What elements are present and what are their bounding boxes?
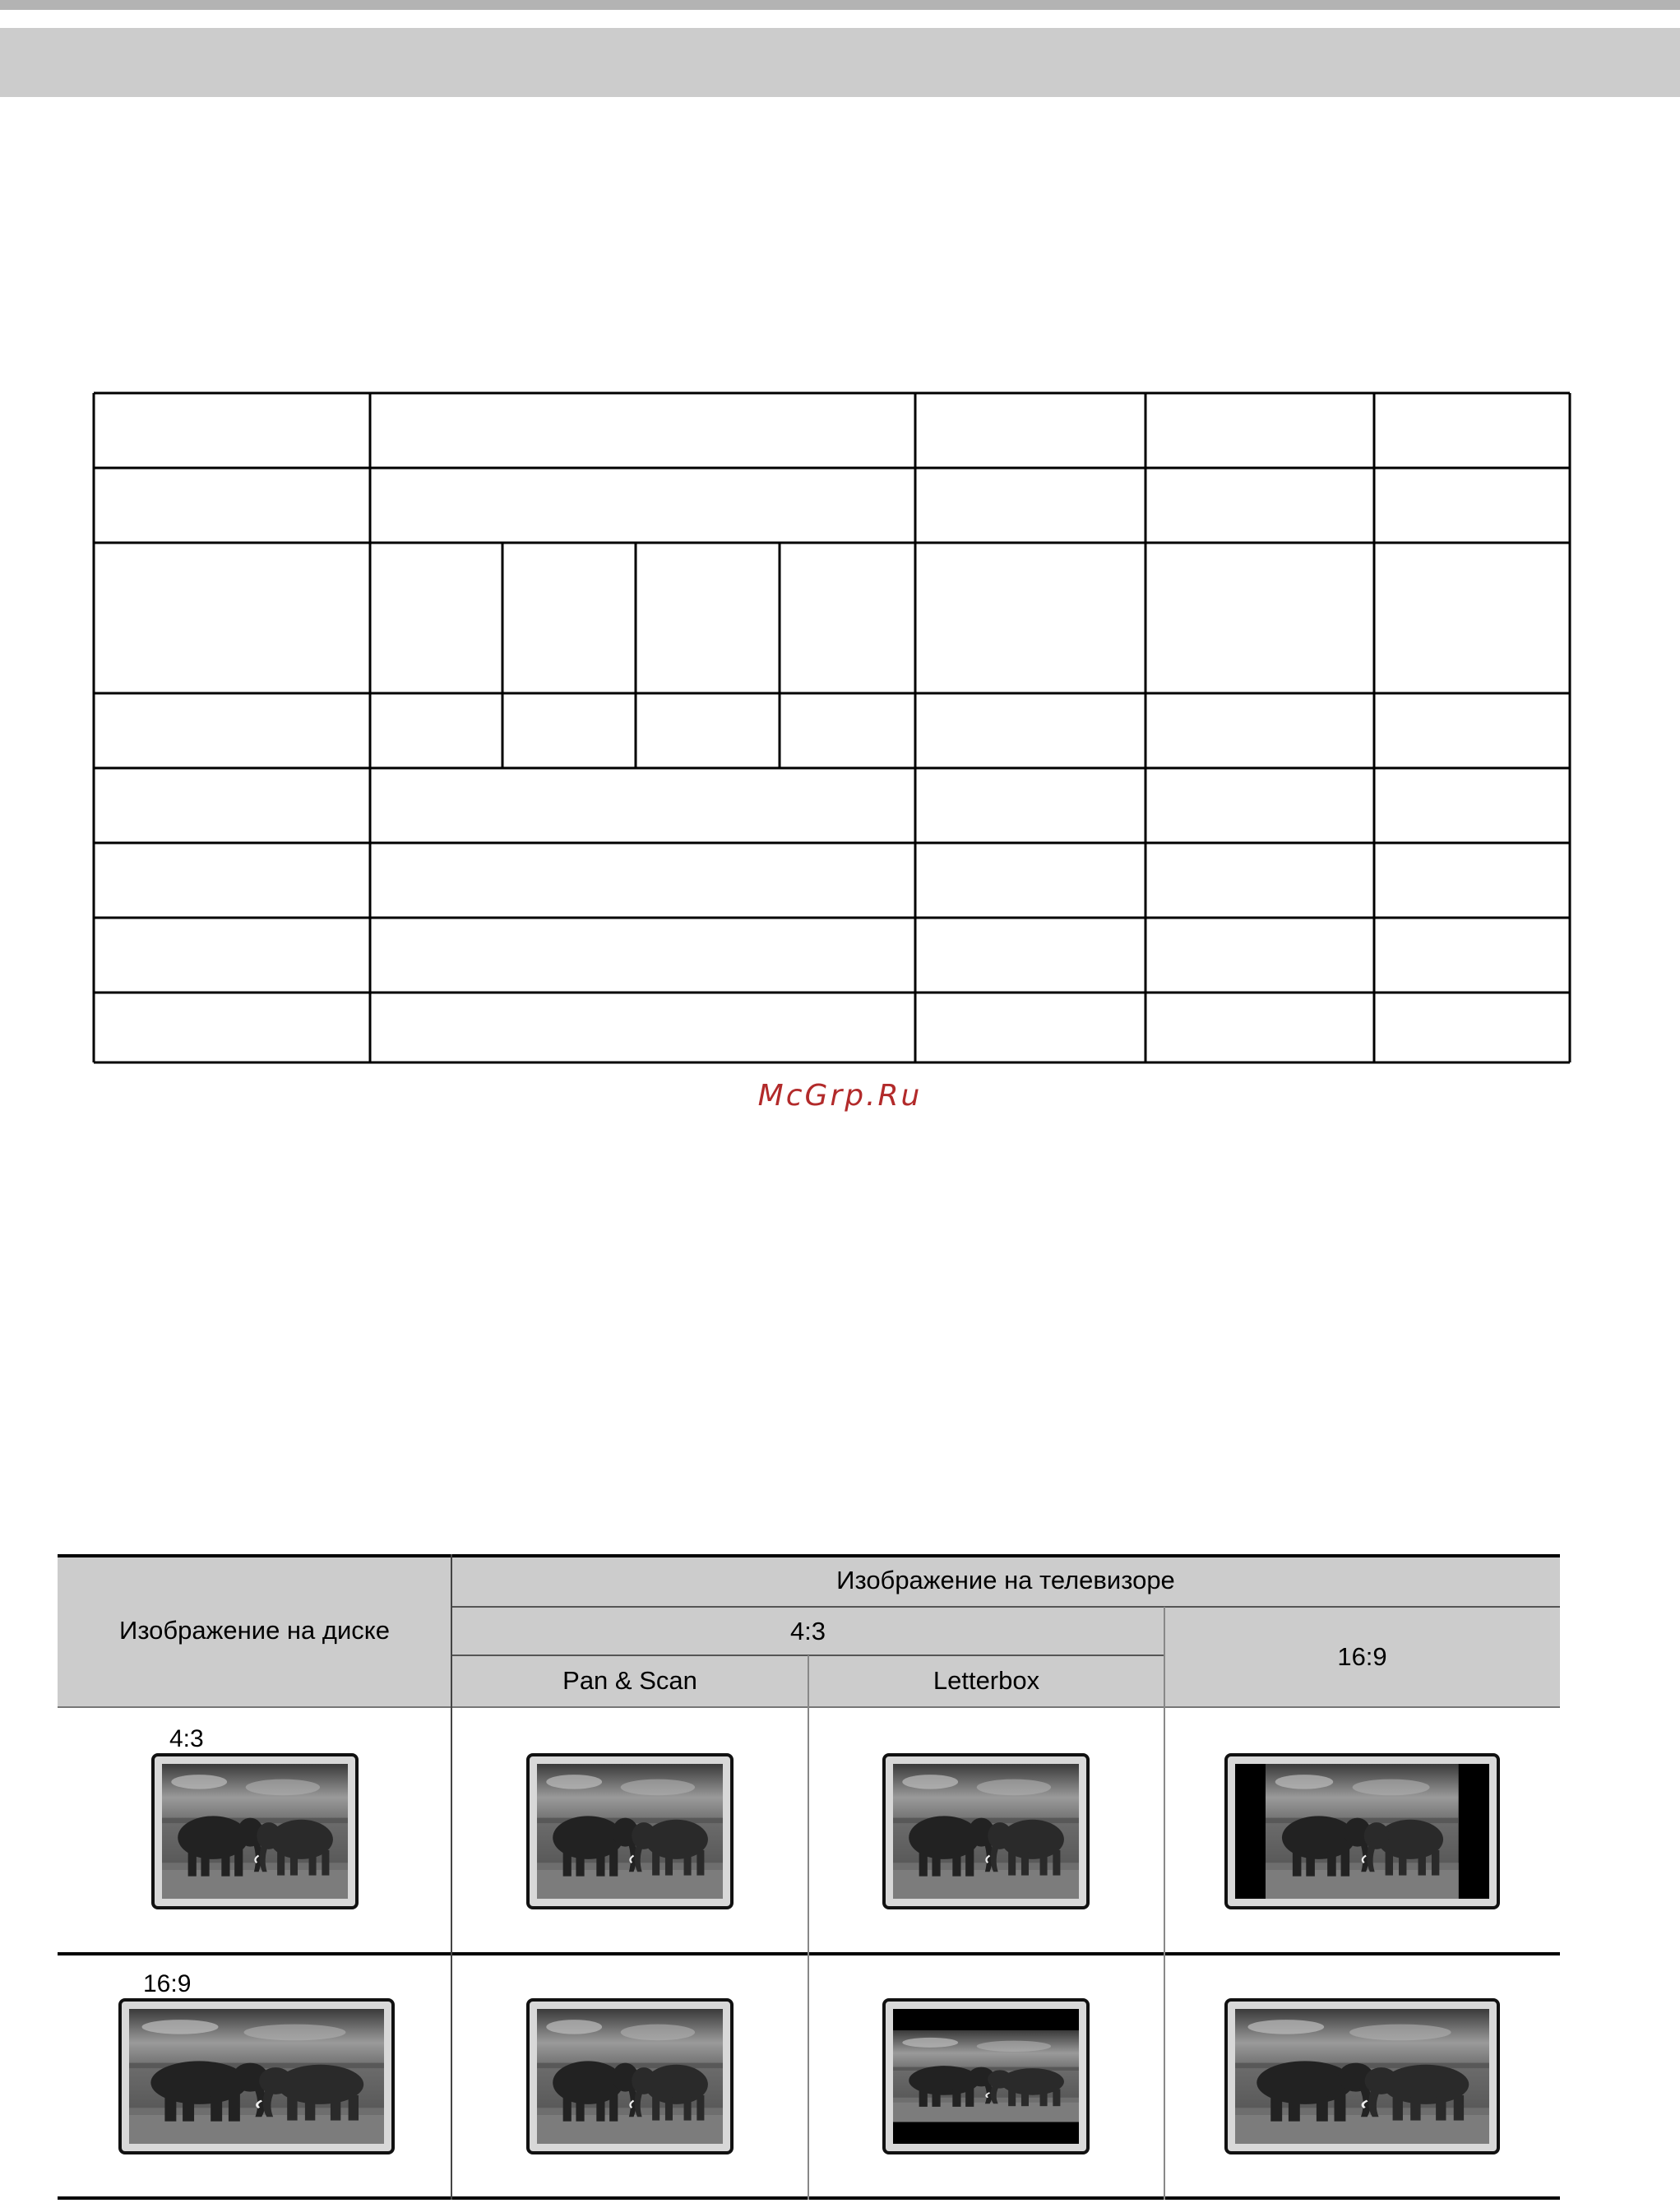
header-pan-scan-label: Pan & Scan: [562, 1666, 697, 1695]
header-pan-scan-cell: [451, 1655, 808, 1706]
header-4-3-label: 4:3: [789, 1616, 826, 1645]
header-disc-label: Изображение на диске: [119, 1615, 390, 1645]
letterbox-4-3-thumbnail: [882, 1753, 1090, 1909]
header-4-3-cell: [451, 1607, 1164, 1655]
letterbox-16-9-thumbnail: [882, 1998, 1090, 2154]
elephants-photo-icon: [893, 2009, 1079, 2144]
disc-4-3-thumbnail: [151, 1753, 359, 1909]
spec-table-grid-lines: [0, 0, 1680, 1085]
rule-under-tv: [451, 1606, 1560, 1608]
table-top-rule: [58, 1554, 1560, 1557]
elephants-photo-icon: [1235, 1764, 1489, 1899]
elephants-photo-icon: [893, 1764, 1079, 1899]
col-divider-3: [1164, 1607, 1165, 2200]
elephants-photo-icon: [537, 2009, 723, 2144]
header-16-9-cell: [1164, 1607, 1560, 1706]
row-label-16-9: 16:9: [143, 1970, 192, 1997]
watermark: McGrp.Ru: [757, 1079, 923, 1113]
header-letterbox-cell: [808, 1655, 1164, 1706]
header-16-9-label: 16:9: [1337, 1641, 1387, 1671]
pan-scan-16-9-thumbnail: [526, 1998, 734, 2154]
wide-16-9-thumbnail: [1224, 1998, 1500, 2154]
header-tv-cell: [451, 1554, 1560, 1607]
header-disc-cell: [58, 1554, 451, 1706]
disc-16-9-thumbnail: [118, 1998, 395, 2154]
elephants-photo-icon: [162, 1764, 348, 1899]
elephants-photo-icon: [1235, 2009, 1489, 2144]
header-tv-label: Изображение на телевизоре: [836, 1566, 1175, 1594]
wide-4-3-thumbnail: [1224, 1753, 1500, 1909]
col-divider-1: [451, 1554, 452, 2200]
col-divider-2: [808, 1655, 809, 2200]
empty-spec-table: [0, 0, 1680, 1085]
pan-scan-4-3-thumbnail: [526, 1753, 734, 1909]
row-label-4-3: 4:3: [169, 1725, 204, 1752]
header-letterbox-label: Letterbox: [933, 1666, 1040, 1695]
aspect-ratio-table: [58, 1554, 1560, 2200]
elephants-photo-icon: [537, 1764, 723, 1899]
elephants-photo-icon: [129, 2009, 384, 2144]
